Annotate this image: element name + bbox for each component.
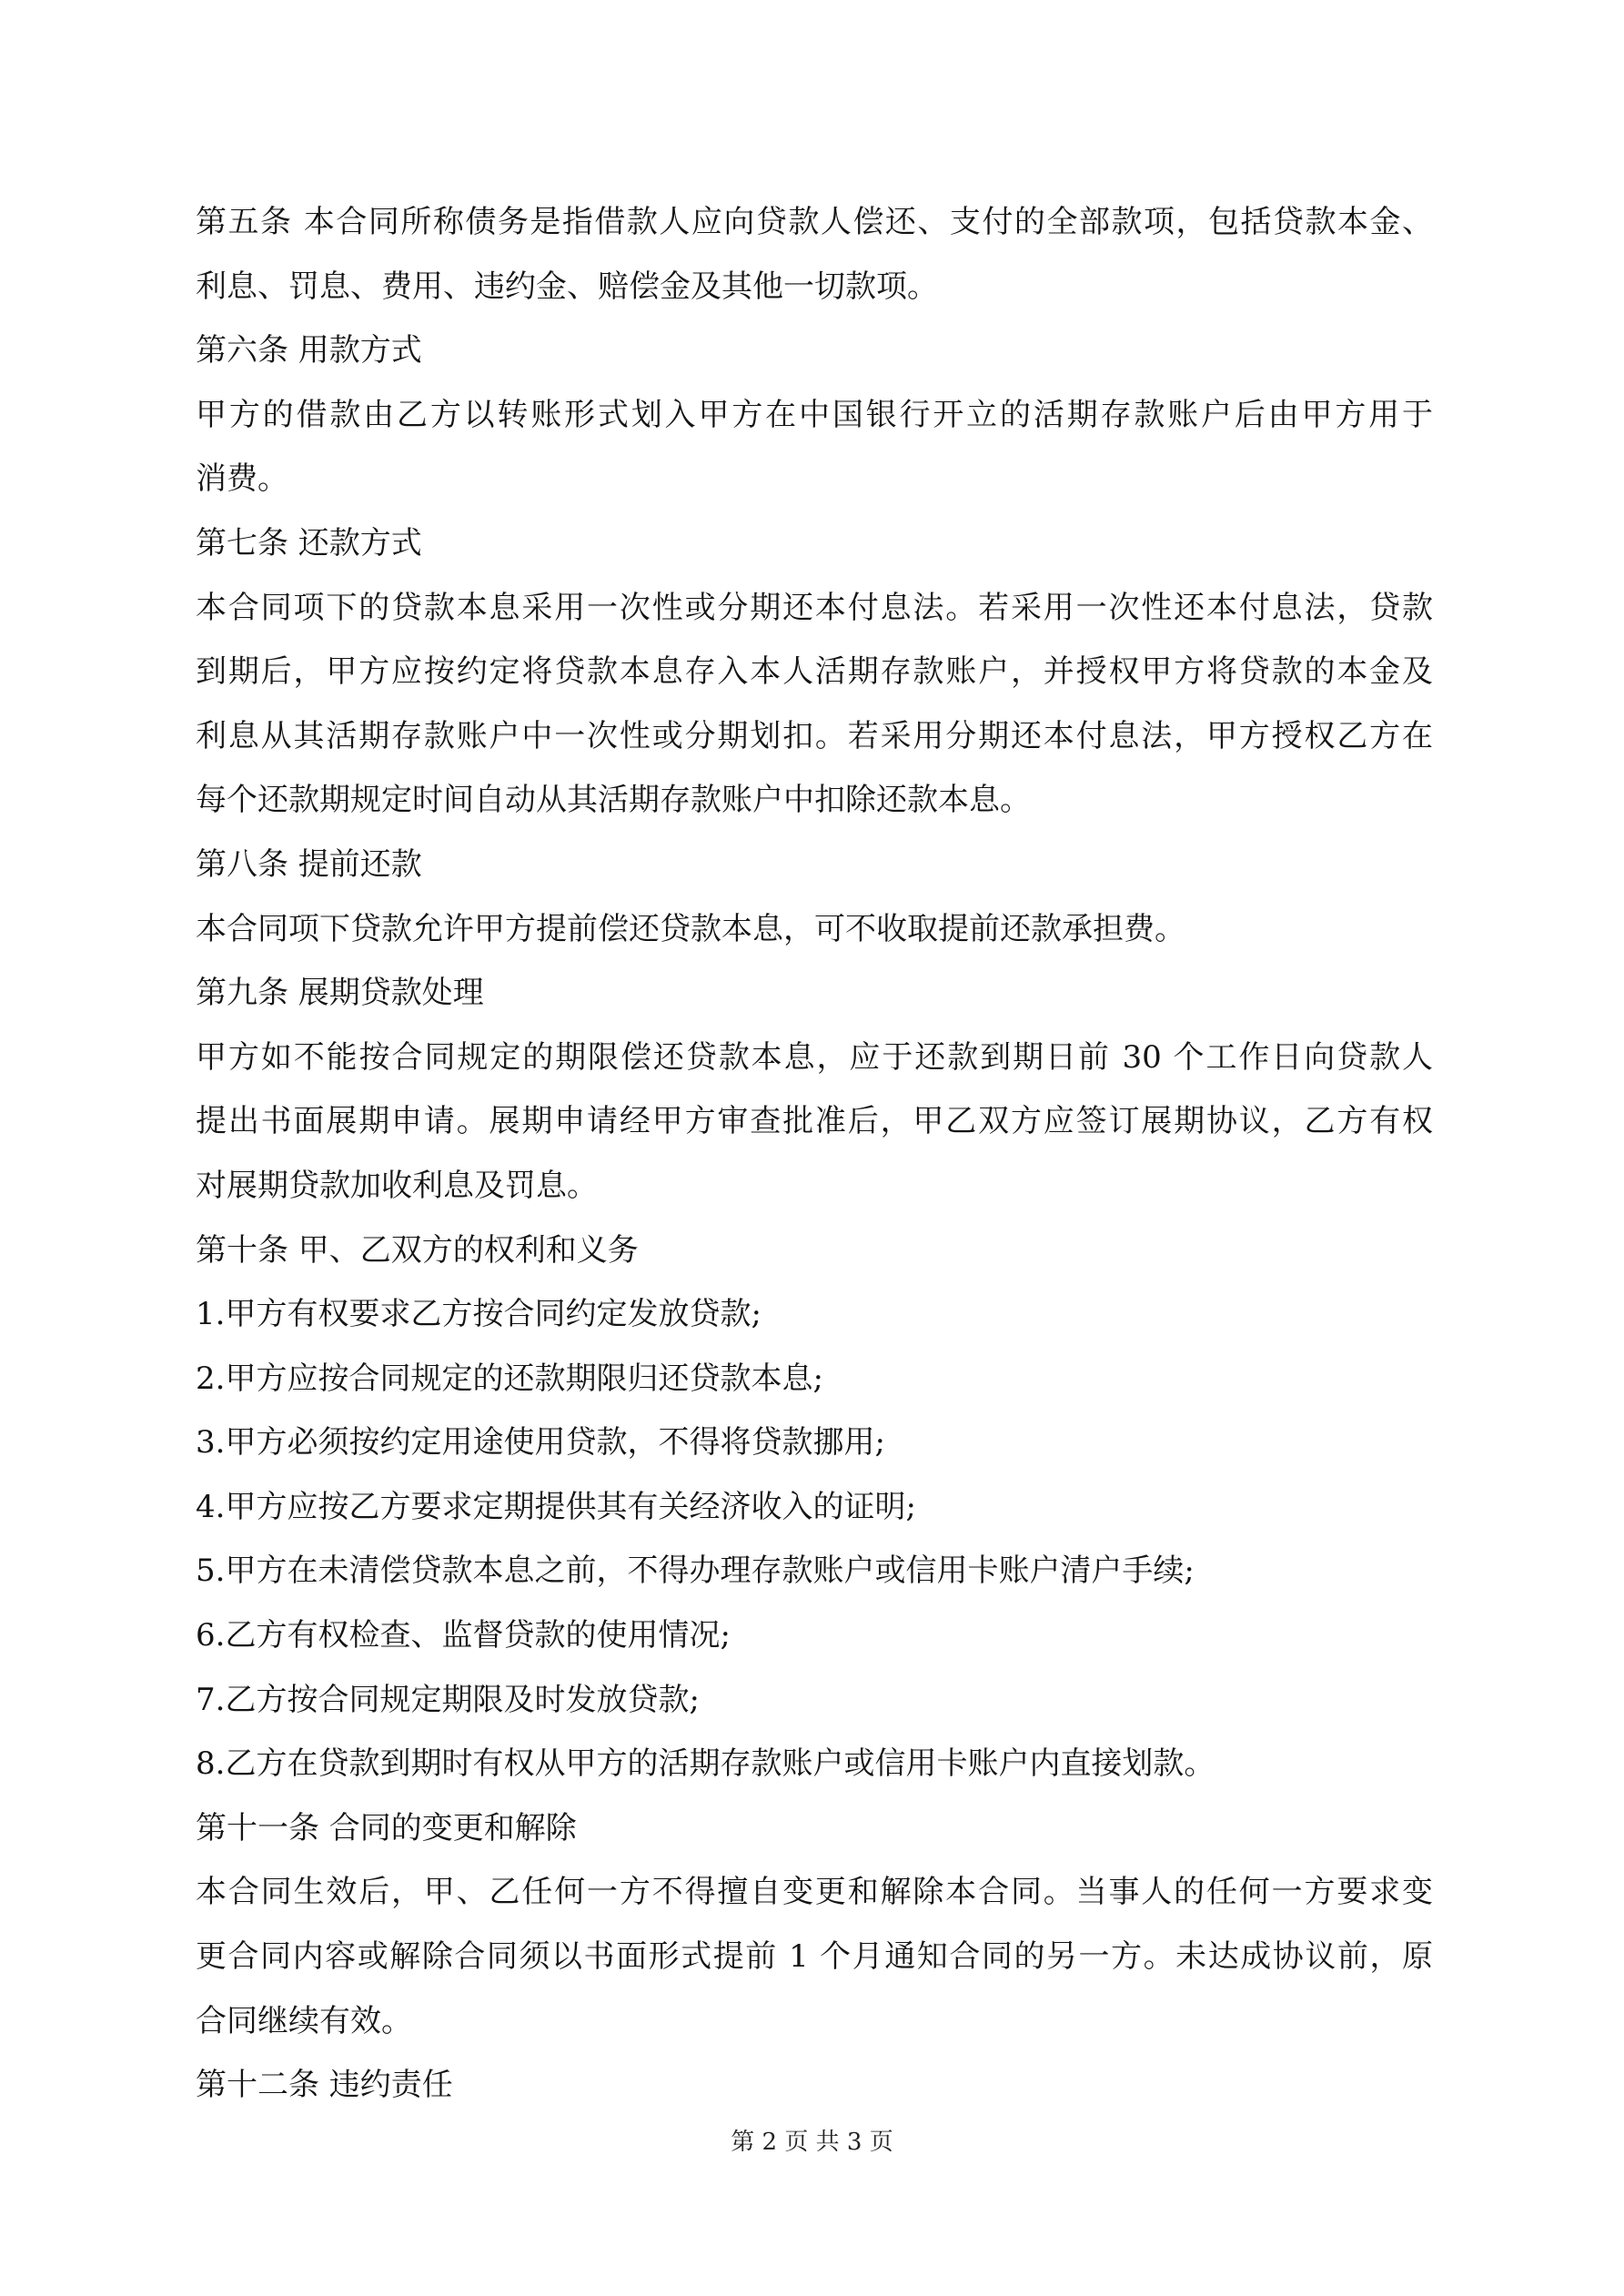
text-line: 第六条 用款方式	[196, 332, 422, 369]
page-footer: 第 2 页 共 3 页	[731, 2129, 893, 2156]
text-line: 本合同项下的贷款本息采用一次性或分期还本付息法。若采用一次性还本付息法，贷款	[196, 589, 1433, 626]
text-line: 每个还款期规定时间自动从其活期存款账户中扣除还款本息。	[196, 782, 1031, 819]
text-line: 更合同内容或解除合同须以书面形式提前 1 个月通知合同的另一方。未达成协议前，原	[196, 1938, 1433, 1976]
text-line: 第九条 展期贷款处理	[196, 975, 484, 1012]
text-line: 利息从其活期存款账户中一次性或分期划扣。若采用分期还本付息法，甲方授权乙方在	[196, 717, 1433, 754]
text-line: 第十条 甲、乙双方的权利和义务	[196, 1231, 639, 1269]
text-line: 4.甲方应按乙方要求定期提供其有关经济收入的证明;	[196, 1488, 916, 1525]
text-line: 6.乙方有权检查、监督贷款的使用情况;	[196, 1617, 731, 1654]
text-line: 第十一条 合同的变更和解除	[196, 1809, 577, 1846]
text-line: 3.甲方必须按约定用途使用贷款，不得将贷款挪用;	[196, 1424, 885, 1462]
text-line: 对展期贷款加收利息及罚息。	[196, 1167, 598, 1204]
text-line: 本合同项下贷款允许甲方提前偿还贷款本息，可不收取提前还款承担费。	[196, 910, 1185, 947]
text-line: 8.乙方在贷款到期时有权从甲方的活期存款账户或信用卡账户内直接划款。	[196, 1745, 1215, 1783]
text-line: 第十二条 违约责任	[196, 2067, 453, 2104]
text-line: 第八条 提前还款	[196, 845, 422, 883]
text-line: 提出书面展期申请。展期申请经甲方审查批准后，甲乙双方应签订展期协议，乙方有权	[196, 1103, 1433, 1140]
text-line: 1.甲方有权要求乙方按合同约定发放贷款;	[196, 1296, 762, 1333]
text-line: 合同继续有效。	[196, 2002, 412, 2039]
text-line: 利息、罚息、费用、违约金、赔偿金及其他一切款项。	[196, 268, 938, 305]
text-line: 甲方如不能按合同规定的期限偿还贷款本息，应于还款到期日前 30 个工作日向贷款人	[196, 1038, 1433, 1076]
text-line: 到期后，甲方应按约定将贷款本息存入本人活期存款账户，并授权甲方将贷款的本金及	[196, 653, 1433, 691]
text-line: 本合同生效后，甲、乙任何一方不得擅自变更和解除本合同。当事人的任何一方要求变	[196, 1874, 1433, 1911]
text-line: 第七条 还款方式	[196, 524, 422, 561]
text-line: 甲方的借款由乙方以转账形式划入甲方在中国银行开立的活期存款账户后由甲方用于	[196, 396, 1433, 433]
text-line: 7.乙方按合同规定期限及时发放贷款;	[196, 1681, 700, 1718]
text-line: 第五条 本合同所称债务是指借款人应向贷款人偿还、支付的全部款项，包括贷款本金、	[196, 204, 1433, 240]
document-body	[196, 198, 1433, 2126]
text-line: 2.甲方应按合同规定的还款期限归还贷款本息;	[196, 1360, 823, 1397]
text-line: 5.甲方在未清偿贷款本息之前，不得办理存款账户或信用卡账户清户手续;	[196, 1553, 1195, 1590]
text-line: 消费。	[196, 460, 288, 498]
